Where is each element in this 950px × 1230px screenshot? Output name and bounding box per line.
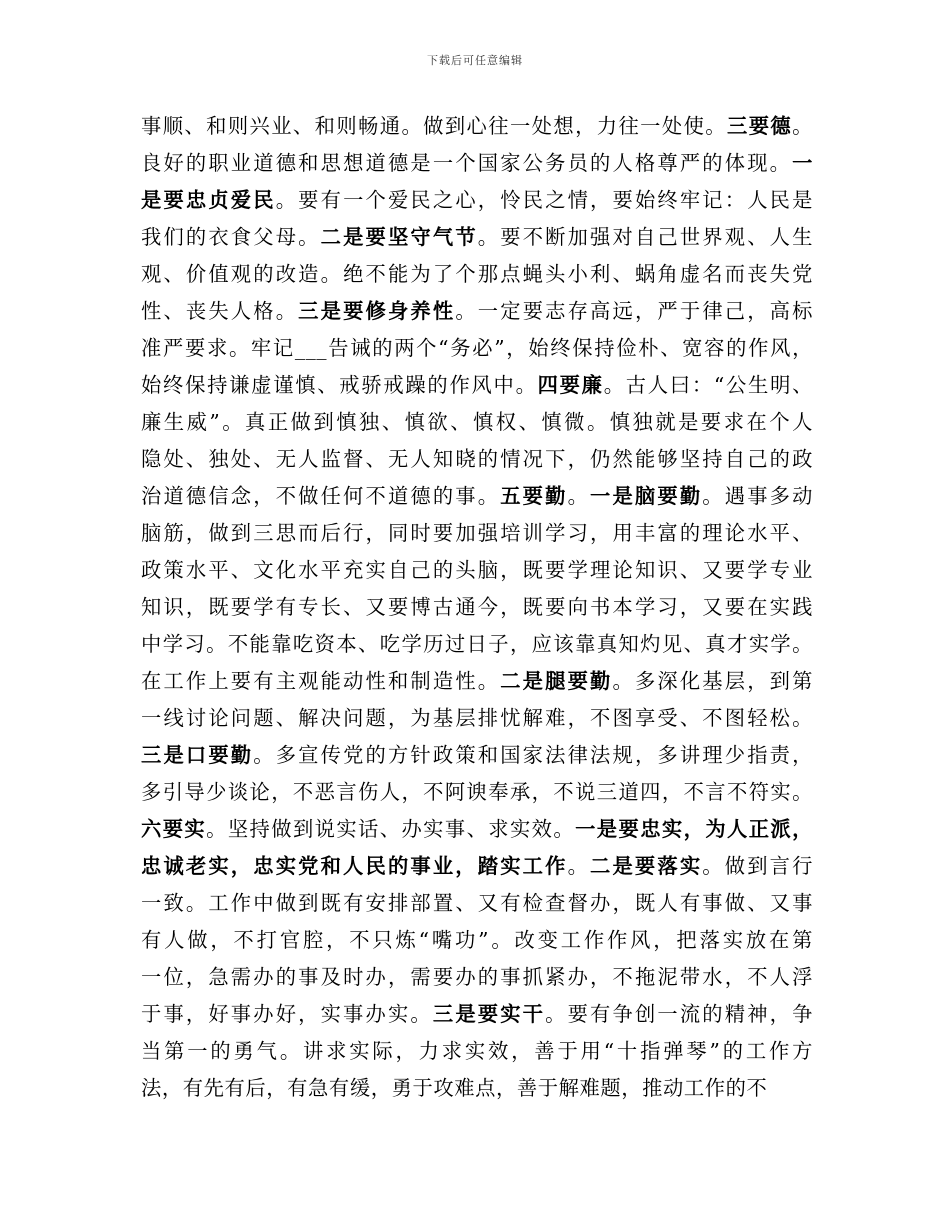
text-line — [141, 367, 813, 404]
bold-heading-text: 二是要落实 — [590, 854, 703, 878]
body-text-run: 知识，既要学有专长、又要博古通今，既要向书本学习，又要在实践 — [141, 595, 813, 619]
body-text-run: 多引导少谈论，不恶言伤人，不阿谀奉承，不说三道四，不言不符实。 — [141, 780, 813, 804]
text-line — [141, 737, 813, 774]
body-text-run: 一线讨论问题、解决问题，为基层排忧解难，不图享受、不图轻松。 — [141, 706, 813, 730]
bold-heading-text: 忠诚老实，忠实党和人民的事业，踏实工作 — [141, 854, 568, 878]
body-text-run: 一致。工作中做到既有安排部置、又有检查督办，既人有事做、又事 — [141, 891, 813, 915]
bold-heading-text: 二是要坚守气节 — [320, 225, 478, 249]
bold-heading-text: 三是要修身养性 — [298, 299, 456, 323]
body-text-run: 。 — [792, 114, 814, 138]
text-line — [141, 848, 813, 885]
text-line — [141, 256, 813, 293]
body-text-run: 良好的职业道德和思想道德是一个国家公务员的人格尊严的体现。 — [141, 151, 793, 175]
body-text-run: 脑筋，做到三思而后行，同时要加强培训学习，用丰富的理论水平、 — [141, 521, 813, 545]
body-text-run: 。要有一个爱民之心，怜民之情，要始终牢记：人民是 — [275, 188, 813, 212]
body-text-run: 。多宣传党的方针政策和国家法律法规，多讲理少指责， — [253, 743, 813, 767]
text-line — [141, 811, 813, 848]
text-line — [141, 663, 813, 700]
body-text-run: 在工作上要有主观能动性和制造性。 — [141, 669, 501, 693]
body-text-run: 。遇事多动 — [702, 484, 813, 508]
text-line — [141, 552, 813, 589]
body-text-run: 观、价值观的改造。绝不能为了个那点蝇头小利、蜗角虚名而丧失党 — [141, 262, 813, 286]
body-text-run: 我们的衣食父母。 — [141, 225, 321, 249]
text-line — [141, 330, 813, 367]
text-line — [141, 1070, 813, 1107]
bold-heading-text: 四要廉 — [537, 373, 604, 397]
document-body — [141, 108, 813, 1107]
body-text-run: 廉生威”。真正做到慎独、慎欲、慎权、慎微。慎独就是要求在个人 — [141, 410, 813, 434]
body-text-run: 性、丧失人格。 — [141, 299, 299, 323]
text-line — [141, 293, 813, 330]
body-text-run: 。做到言行 — [702, 854, 813, 878]
text-line — [141, 700, 813, 737]
body-text-run: 于事，好事办好，实事办实。 — [141, 1002, 433, 1026]
body-text-run: 中学习。不能靠吃资本、吃学历过日子，应该靠真知灼见、真才实学。 — [141, 632, 813, 656]
body-text-run: 有人做，不打官腔，不只炼“嘴功”。改变工作作风，把落实放在第 — [141, 928, 813, 952]
body-text-run: 。古人曰：“公生明、 — [603, 373, 813, 397]
text-line — [141, 774, 813, 811]
bold-heading-text: 三是要实干 — [432, 1002, 546, 1026]
body-text-run: 。多深化基层，到第 — [612, 669, 813, 693]
page-header: 下载后可任意编辑 — [427, 54, 523, 67]
text-line — [141, 922, 813, 959]
bold-heading-text: 六要实 — [141, 817, 207, 841]
text-line — [141, 441, 813, 478]
text-line — [141, 885, 813, 922]
body-text-run: 一位，急需办的事及时办，需要办的事抓紧办，不拖泥带水，不人浮 — [141, 965, 813, 989]
body-text-run: 。一定要志存高远，严于律己，高标 — [455, 299, 814, 323]
text-line — [141, 108, 813, 145]
text-line — [141, 1033, 813, 1070]
body-text-run: 。 — [567, 854, 591, 878]
body-text-run: 。要有争创一流的精神，争 — [545, 1002, 813, 1026]
bold-heading-text: 一是脑要勤 — [590, 484, 703, 508]
bold-heading-text: 三要德 — [727, 114, 793, 138]
body-text-run: 法，有先有后，有急有缓，勇于攻难点，善于解难题，推动工作的不 — [141, 1076, 768, 1100]
body-text-run: 。坚持做到说实话、办实事、求实效。 — [206, 817, 576, 841]
text-line — [141, 626, 813, 663]
text-line — [141, 589, 813, 626]
body-text-run: 。 — [567, 484, 591, 508]
text-line — [141, 219, 813, 256]
text-line — [141, 145, 813, 182]
body-text-run: 政策水平、文化水平充实自己的头脑，既要学理论知识、又要学专业 — [141, 558, 813, 582]
bold-heading-text: 三是口要勤 — [141, 743, 254, 767]
text-line — [141, 515, 813, 552]
bold-heading-text: 二是腿要勤 — [500, 669, 613, 693]
text-line — [141, 404, 813, 441]
body-text-run: 。要不断加强对自己世界观、人生 — [477, 225, 813, 249]
body-text-run: 始终保持谦虚谨慎、戒骄戒躁的作风中。 — [141, 373, 538, 397]
body-text-run: 准严要求。牢记___告诫的两个“务必”，始终保持俭朴、宽容的作风， — [141, 336, 813, 360]
body-text-run: 治道德信念，不做任何不道德的事。 — [141, 484, 501, 508]
bold-heading-text: 五要勤 — [500, 484, 568, 508]
text-line — [141, 996, 813, 1033]
bold-heading-text: 一 — [792, 151, 813, 175]
body-text-run: 当第一的勇气。讲求实际，力求实效，善于用“十指弹琴”的工作方 — [141, 1039, 813, 1063]
text-line — [141, 478, 813, 515]
bold-heading-text: 一是要忠实，为人正派， — [575, 817, 814, 841]
body-text-run: 事顺、和则兴业、和则畅通。做到心往一处想，力往一处使。 — [141, 114, 727, 138]
text-line — [141, 182, 813, 219]
bold-heading-text: 是要忠贞爱民 — [141, 188, 276, 212]
body-text-run: 隐处、独处、无人监督、无人知晓的情况下，仍然能够坚持自己的政 — [141, 447, 813, 471]
text-line — [141, 959, 813, 996]
